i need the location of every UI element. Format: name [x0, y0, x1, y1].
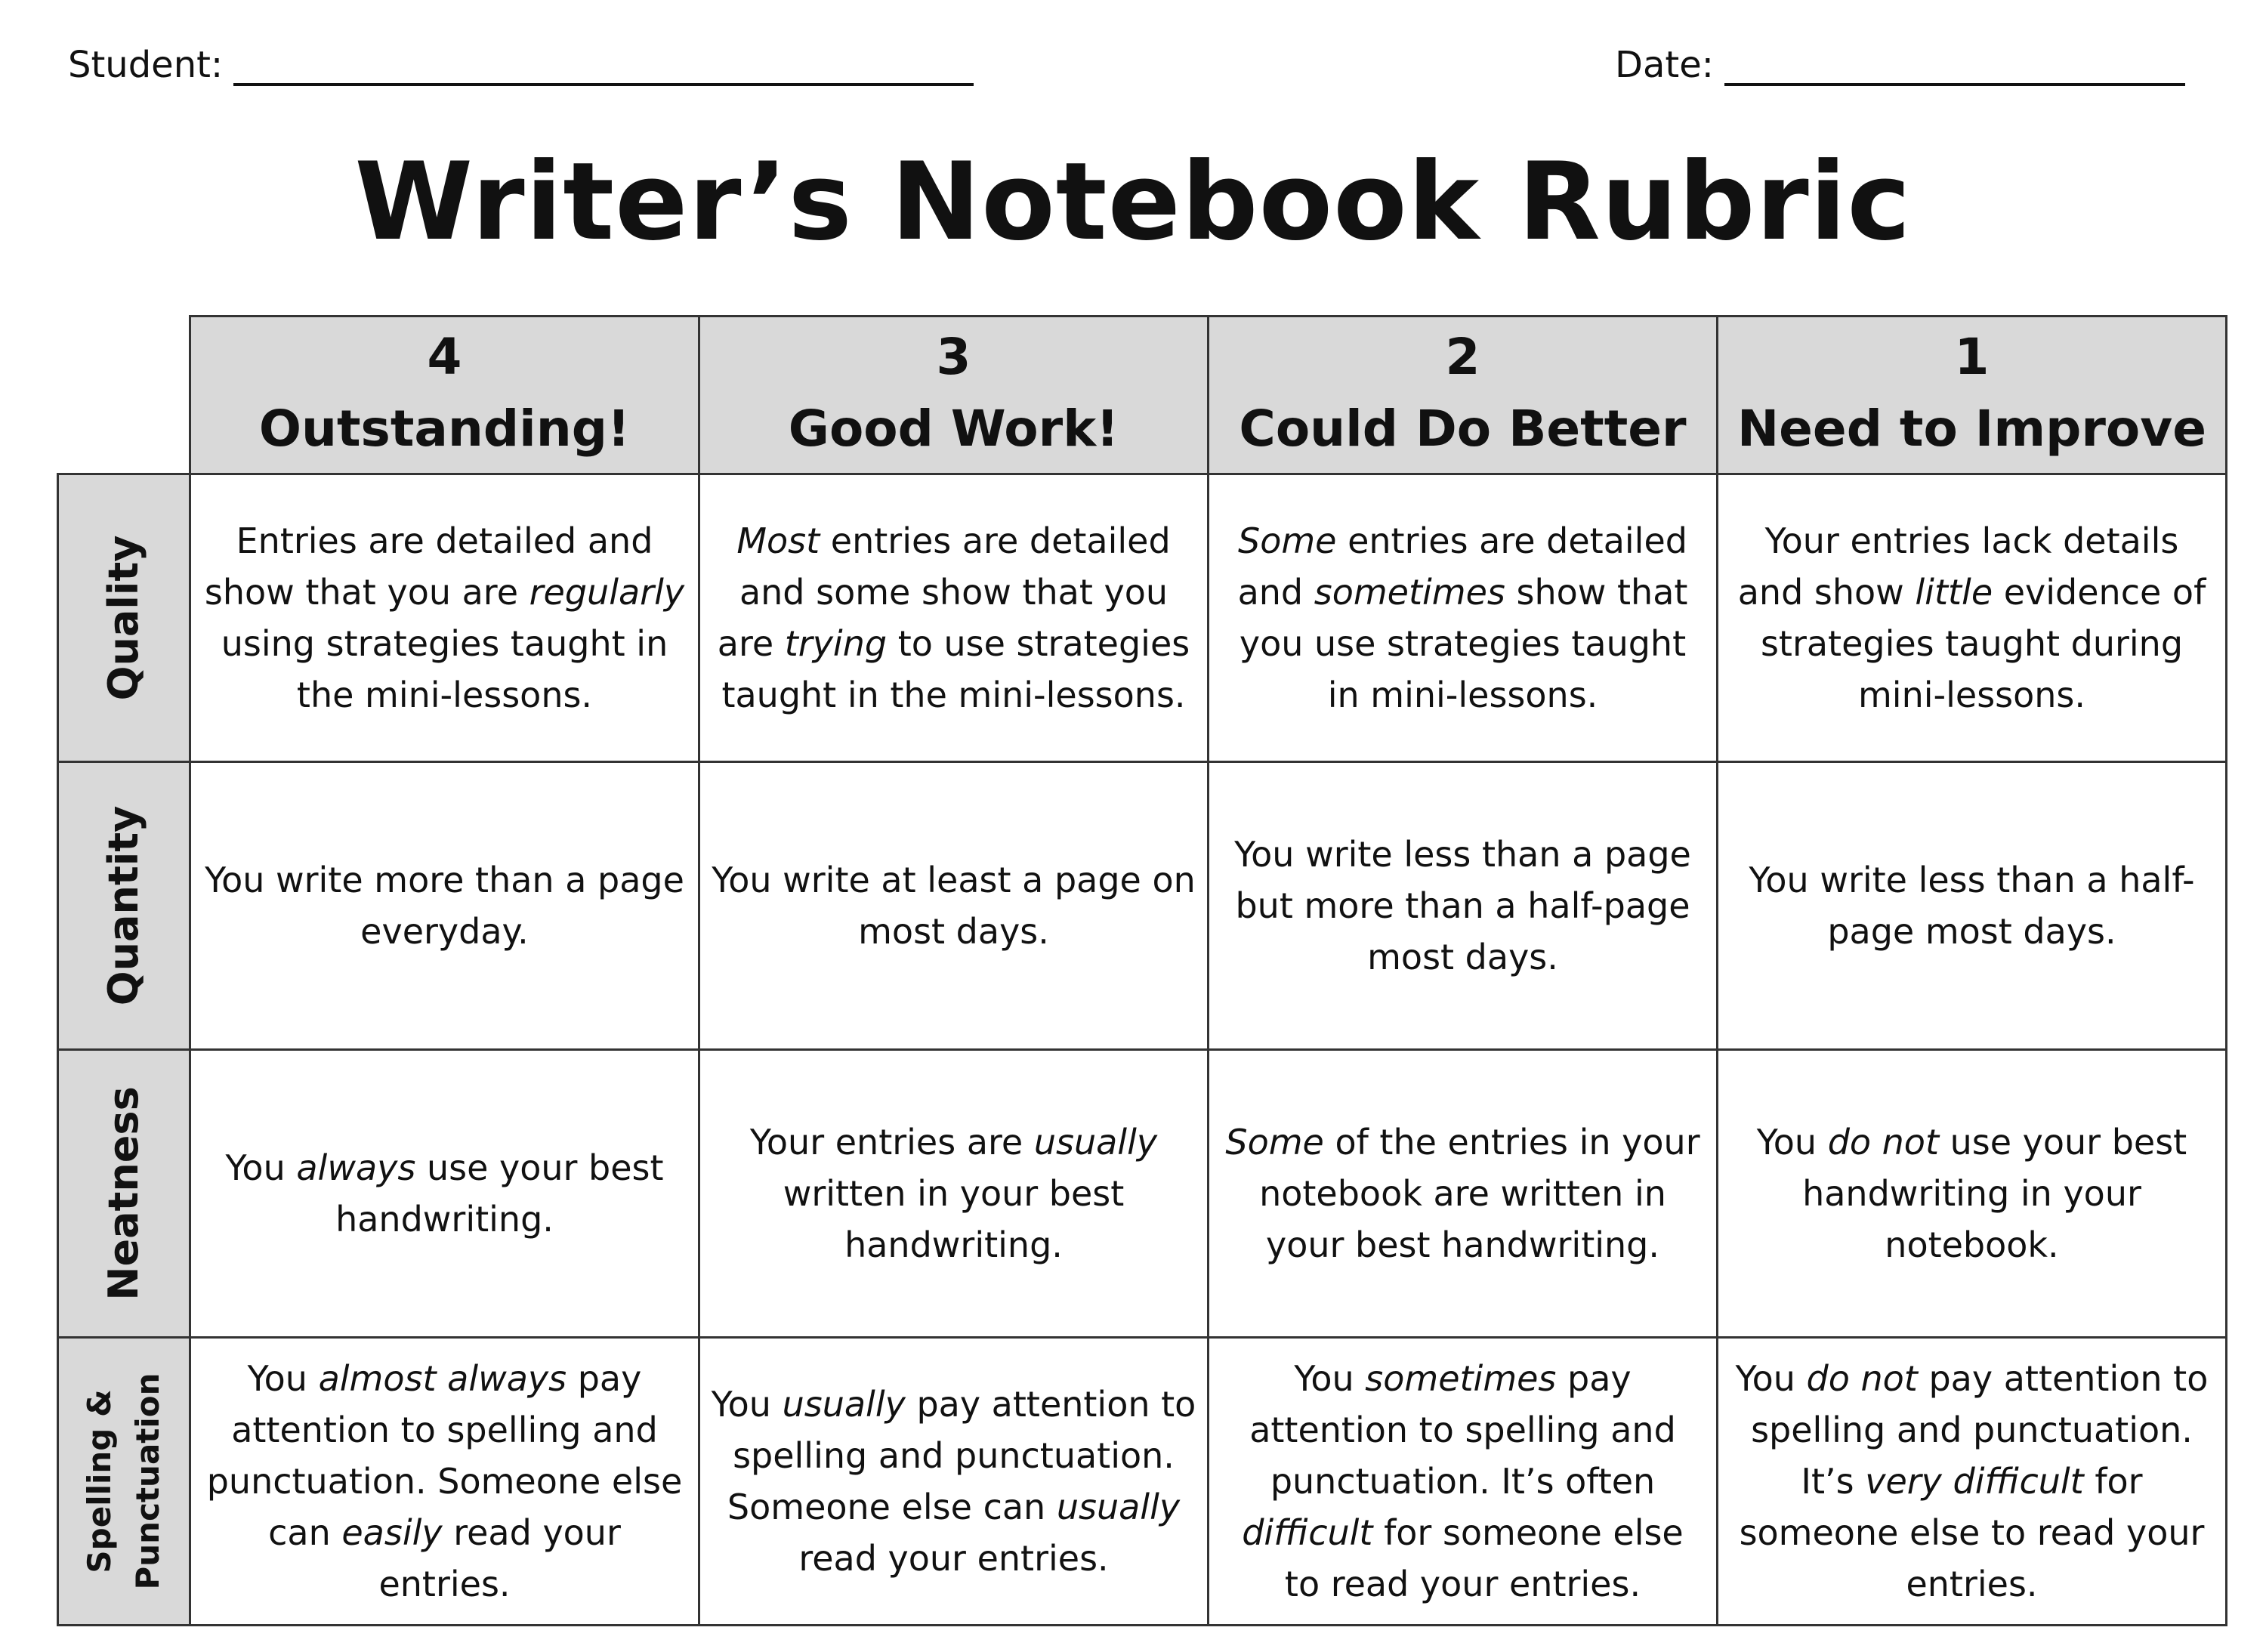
emphasis-text: sometimes — [1314, 572, 1505, 613]
cell-text: pay attention to spelling and punctuation. It’s — [1751, 1358, 2209, 1502]
emphasis-text: do not — [1806, 1358, 1918, 1399]
level-name: Outstanding! — [258, 400, 631, 458]
rubric-cell — [699, 762, 1209, 1050]
cell-text: evidence of strategies taught during mini-lessons. — [1760, 572, 2206, 715]
cell-text: written in your best handwriting. — [783, 1173, 1125, 1265]
level-1-header — [1718, 317, 2227, 474]
rubric-cell — [699, 474, 1209, 762]
student-label: Student: — [68, 44, 224, 86]
cell-text: You — [1756, 1122, 1828, 1163]
cell-text: read your entries. — [378, 1512, 621, 1604]
criterion-label: Quality — [100, 535, 147, 701]
emphasis-text: almost always — [318, 1358, 567, 1399]
rubric-cell — [1718, 474, 2227, 762]
level-number: 3 — [936, 328, 971, 386]
date-line[interactable] — [1724, 44, 2185, 86]
cell-text: You write more than a page everyday. — [205, 860, 684, 952]
rubric-cell — [190, 1338, 699, 1626]
rubric-cell — [699, 1050, 1209, 1338]
level-3-header — [699, 317, 1209, 474]
date-label: Date: — [1615, 44, 1714, 86]
level-4-header — [190, 317, 699, 474]
cell-text: pay attention to spelling and punctuation. It’s often — [1249, 1358, 1676, 1502]
level-number: 2 — [1445, 328, 1480, 386]
rubric-cell — [190, 762, 699, 1050]
cell-text: for someone else to read your entries. — [1284, 1512, 1684, 1604]
cell-text: pay attention to spelling and punctuation. Someone else can — [206, 1358, 683, 1553]
page-title: Writer’s Notebook Rubric — [354, 140, 1912, 264]
cell-text: Your entries are — [749, 1122, 1034, 1163]
emphasis-text: sometimes — [1365, 1358, 1557, 1399]
emphasis-text: Some — [1238, 520, 1337, 561]
rubric-cell — [1209, 1338, 1718, 1626]
level-number: 4 — [427, 328, 462, 386]
cell-text: entries are detailed and — [1237, 520, 1687, 613]
rubric-cell — [190, 474, 699, 762]
emphasis-text: always — [296, 1147, 416, 1188]
cell-text: You — [225, 1147, 297, 1188]
criterion-label — [76, 1373, 172, 1589]
rubric-cell — [1209, 1050, 1718, 1338]
emphasis-text: Most — [736, 520, 820, 561]
cell-text: You write at least a page on most days. — [712, 860, 1196, 952]
date-field — [1615, 44, 2185, 86]
emphasis-text: usually — [782, 1384, 906, 1425]
emphasis-text: usually — [1033, 1122, 1158, 1163]
rubric-cell — [1718, 762, 2227, 1050]
emphasis-text: easily — [341, 1512, 443, 1553]
level-name: Good Work! — [788, 400, 1119, 458]
cell-text: Your entries lack details and show — [1737, 520, 2179, 613]
rubric-cell — [1718, 1338, 2227, 1626]
rubric-cell — [1209, 762, 1718, 1050]
cell-text: Entries are detailed and show that you are — [204, 520, 653, 613]
cell-text: You — [1735, 1358, 1807, 1399]
cell-text: entries are detailed and some show that you are — [717, 520, 1171, 664]
cell-text: for someone else to read your entries. — [1739, 1461, 2205, 1604]
cell-text: use your best handwriting in your notebook. — [1802, 1122, 2187, 1265]
cell-text: to use strategies taught in the mini-lessons. — [721, 623, 1190, 715]
criterion-neatness — [58, 1050, 190, 1338]
student-name-line[interactable] — [233, 44, 974, 86]
emphasis-text: Some — [1225, 1122, 1324, 1163]
criterion-quantity — [58, 762, 190, 1050]
rubric-cell — [190, 1050, 699, 1338]
emphasis-text: difficult — [1242, 1512, 1373, 1553]
level-header-row — [58, 317, 2227, 474]
criterion-label: Quantity — [100, 805, 147, 1006]
emphasis-text: regularly — [529, 572, 685, 613]
student-field — [68, 44, 974, 86]
rubric-cell — [1209, 474, 1718, 762]
level-name: Could Do Better — [1239, 400, 1687, 458]
corner-cell — [58, 317, 190, 474]
criterion-row-quality — [58, 474, 2227, 762]
criterion-row-spelling-punctuation — [58, 1338, 2227, 1626]
rubric-cell — [1718, 1050, 2227, 1338]
cell-text: You write less than a half-page most days. — [1749, 860, 2195, 952]
rubric-table — [57, 315, 2227, 1626]
cell-text: read your entries. — [798, 1538, 1109, 1579]
criterion-row-quantity — [58, 762, 2227, 1050]
cell-text: show that you use strategies taught in mini-lessons. — [1239, 572, 1688, 715]
criterion-quality — [58, 474, 190, 762]
criterion-label-line2: Punctuation — [129, 1373, 166, 1590]
rubric-cell — [699, 1338, 1209, 1626]
cell-text: You write less than a page but more than a half-page most days. — [1234, 834, 1691, 977]
criterion-spelling-punctuation — [58, 1338, 190, 1626]
criterion-label: Neatness — [100, 1086, 147, 1301]
emphasis-text: usually — [1056, 1487, 1181, 1527]
level-2-header — [1209, 317, 1718, 474]
cell-text: of the entries in your notebook are written in your best handwriting. — [1259, 1122, 1700, 1265]
emphasis-text: trying — [784, 623, 888, 664]
cell-text: You — [1294, 1358, 1366, 1399]
cell-text: use your best handwriting. — [335, 1147, 664, 1240]
emphasis-text: do not — [1827, 1122, 1939, 1163]
level-number: 1 — [1954, 328, 1990, 386]
cell-text: You — [247, 1358, 319, 1399]
cell-text: using strategies taught in the mini-lessons. — [221, 623, 668, 715]
level-name: Need to Improve — [1737, 400, 2207, 458]
emphasis-text: very difficult — [1865, 1461, 2084, 1502]
cell-text: You — [711, 1384, 783, 1425]
criterion-row-neatness — [58, 1050, 2227, 1338]
emphasis-text: little — [1915, 572, 1993, 613]
criterion-label-line1: Spelling & — [81, 1389, 118, 1573]
cell-text: pay attention to spelling and punctuation. Someone else can — [727, 1384, 1196, 1527]
